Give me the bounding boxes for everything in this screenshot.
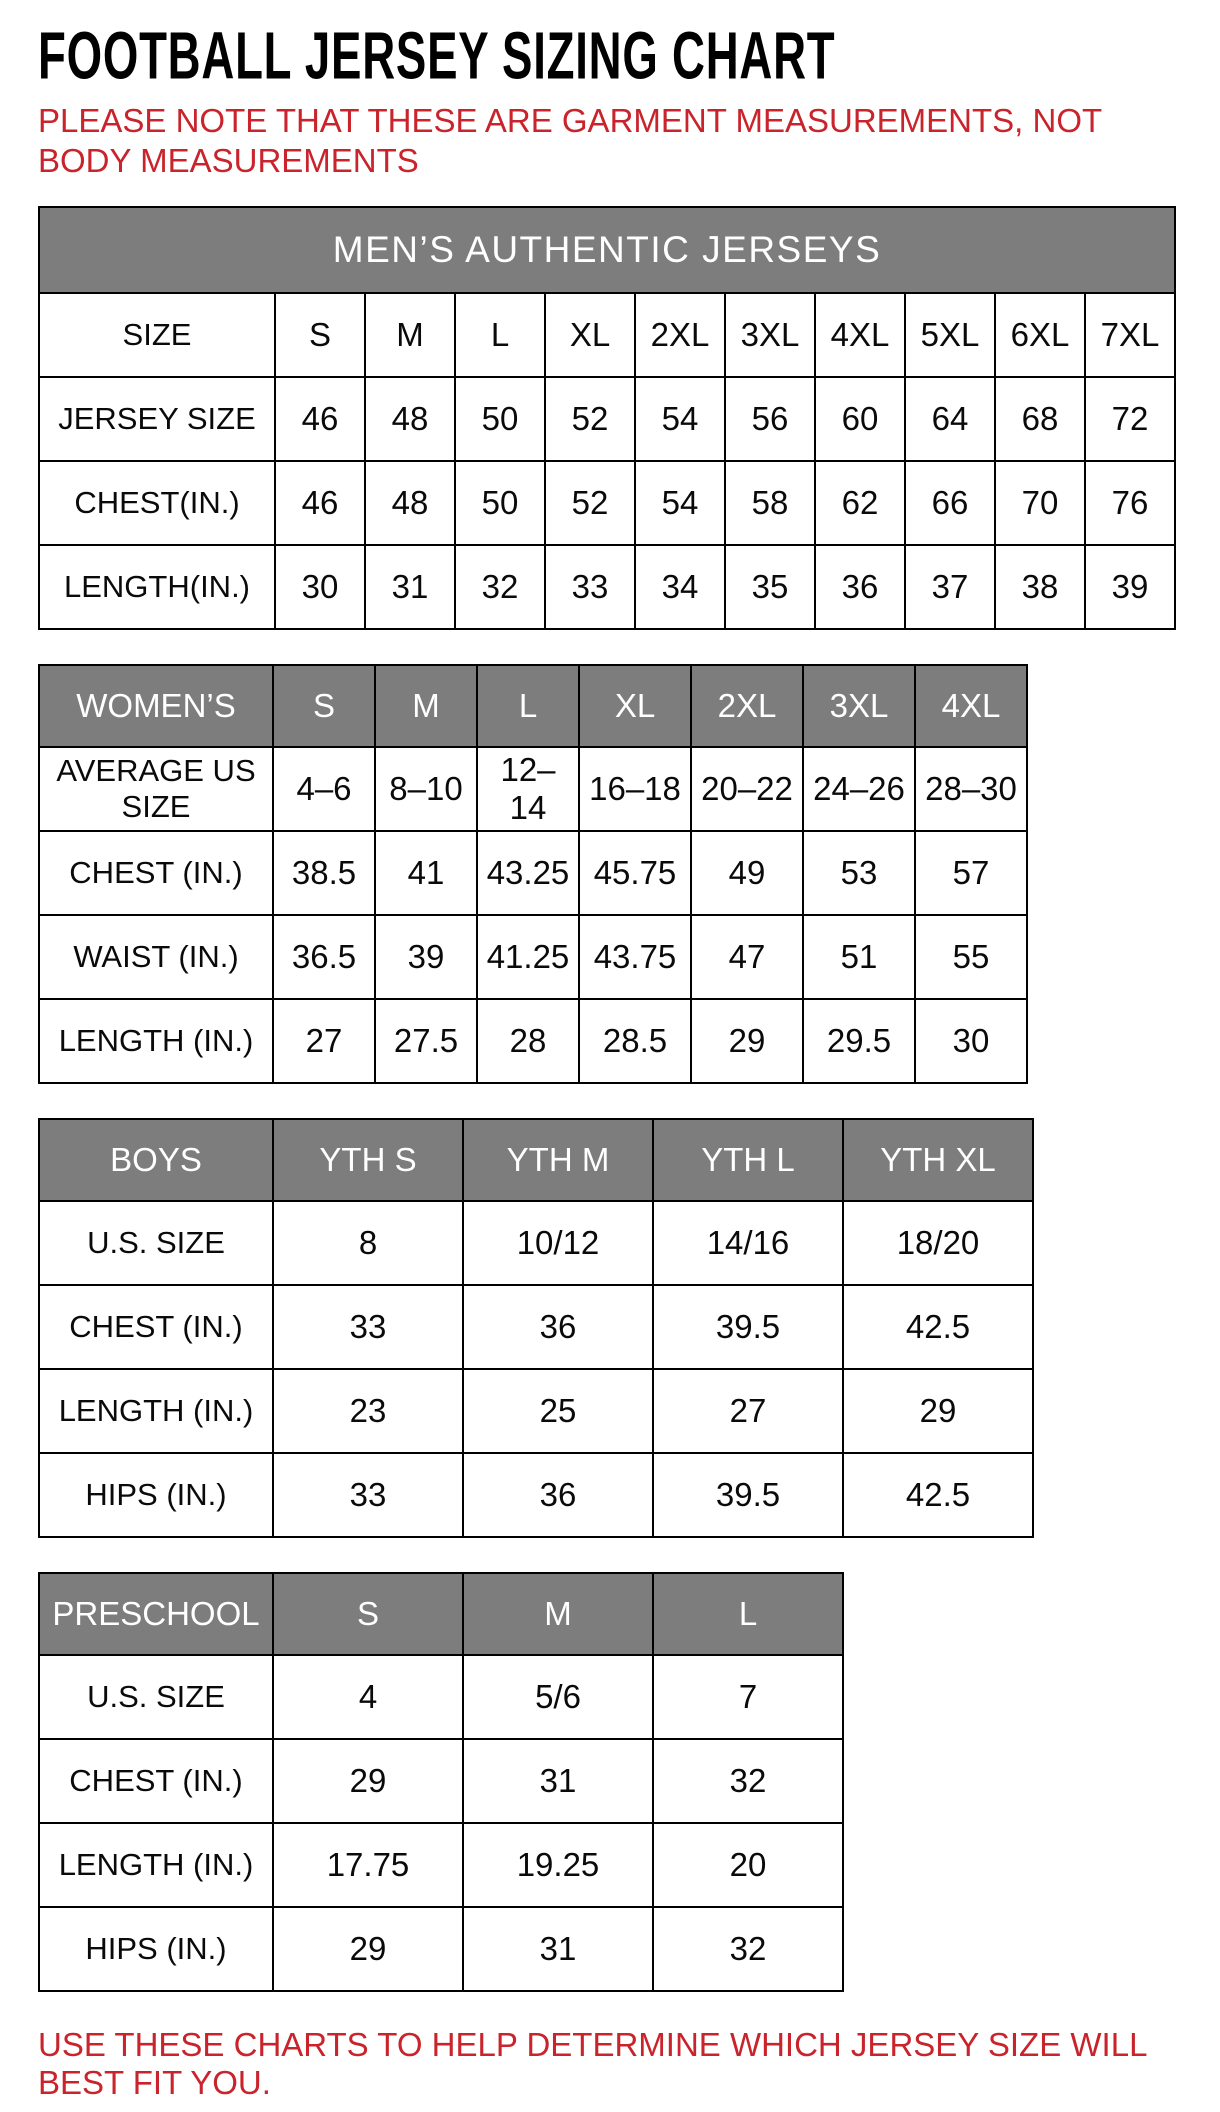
- table-row: [39, 831, 1027, 915]
- page-title: [38, 17, 1180, 94]
- value-cell: 29.5: [803, 999, 915, 1083]
- size-cell: 4XL: [815, 293, 905, 377]
- value-cell: 43.25: [477, 831, 579, 915]
- value-cell: 64: [905, 377, 995, 461]
- value-cell: 39: [1085, 545, 1175, 629]
- value-cell: 14/16: [653, 1201, 843, 1285]
- value-cell: 68: [995, 377, 1085, 461]
- size-header: YTH S: [273, 1119, 463, 1201]
- value-cell: 54: [635, 377, 725, 461]
- value-cell: 37: [905, 545, 995, 629]
- table-row: [39, 1655, 843, 1739]
- value-cell: 29: [273, 1739, 463, 1823]
- table-row: [39, 1739, 843, 1823]
- womens-table-title: WOMEN’S: [39, 665, 273, 747]
- value-cell: 35: [725, 545, 815, 629]
- value-cell: 20: [653, 1823, 843, 1907]
- row-label: CHEST(IN.): [39, 461, 275, 545]
- value-cell: 38: [995, 545, 1085, 629]
- value-cell: 4: [273, 1655, 463, 1739]
- value-cell: 43.75: [579, 915, 691, 999]
- size-header: S: [273, 1573, 463, 1655]
- value-cell: 28.5: [579, 999, 691, 1083]
- value-cell: 20–22: [691, 747, 803, 831]
- preschool-sizing-table: [38, 1572, 844, 1992]
- value-cell: 10/12: [463, 1201, 653, 1285]
- garment-measurement-note: PLEASE NOTE THAT THESE ARE GARMENT MEASUREMENTS, NOT BODY MEASUREMENTS: [38, 102, 1102, 180]
- mens-sizing-table: [38, 206, 1176, 630]
- value-cell: 49: [691, 831, 803, 915]
- value-cell: 29: [843, 1369, 1033, 1453]
- value-cell: 57: [915, 831, 1027, 915]
- value-cell: 32: [653, 1907, 843, 1991]
- value-cell: 55: [915, 915, 1027, 999]
- preschool-table-title: PRESCHOOL: [39, 1573, 273, 1655]
- value-cell: 56: [725, 377, 815, 461]
- table-row: [39, 999, 1027, 1083]
- value-cell: 18/20: [843, 1201, 1033, 1285]
- value-cell: 36: [815, 545, 905, 629]
- size-header: 2XL: [691, 665, 803, 747]
- size-header: YTH M: [463, 1119, 653, 1201]
- table-header-row: [39, 1573, 843, 1655]
- row-label: HIPS (IN.): [39, 1453, 273, 1537]
- value-cell: 4–6: [273, 747, 375, 831]
- value-cell: 58: [725, 461, 815, 545]
- value-cell: 33: [273, 1285, 463, 1369]
- value-cell: 30: [275, 545, 365, 629]
- value-cell: 8: [273, 1201, 463, 1285]
- boys-sizing-table: [38, 1118, 1034, 1538]
- table-row: [39, 1823, 843, 1907]
- size-header: M: [463, 1573, 653, 1655]
- value-cell: 23: [273, 1369, 463, 1453]
- row-label: LENGTH (IN.): [39, 1823, 273, 1907]
- value-cell: 48: [365, 461, 455, 545]
- value-cell: 54: [635, 461, 725, 545]
- size-header: 3XL: [803, 665, 915, 747]
- fit-advice-note: USE THESE CHARTS TO HELP DETERMINE WHICH JERSEY SIZE WILL BEST FIT YOU.: [38, 2025, 1147, 2101]
- size-header: YTH L: [653, 1119, 843, 1201]
- value-cell: 19.25: [463, 1823, 653, 1907]
- size-cell: S: [275, 293, 365, 377]
- value-cell: 34: [635, 545, 725, 629]
- row-label: SIZE: [39, 293, 275, 377]
- value-cell: 30: [915, 999, 1027, 1083]
- value-cell: 72: [1085, 377, 1175, 461]
- row-label: LENGTH(IN.): [39, 545, 275, 629]
- value-cell: 12–14: [477, 747, 579, 831]
- value-cell: 42.5: [843, 1453, 1033, 1537]
- value-cell: 36: [463, 1285, 653, 1369]
- table-row: [39, 377, 1175, 461]
- value-cell: 41.25: [477, 915, 579, 999]
- value-cell: 39: [375, 915, 477, 999]
- value-cell: 5/6: [463, 1655, 653, 1739]
- value-cell: 39.5: [653, 1453, 843, 1537]
- size-header: S: [273, 665, 375, 747]
- value-cell: 45.75: [579, 831, 691, 915]
- size-header: M: [375, 665, 477, 747]
- table-row: [39, 461, 1175, 545]
- value-cell: 33: [545, 545, 635, 629]
- table-row: [39, 293, 1175, 377]
- value-cell: 32: [455, 545, 545, 629]
- value-cell: 25: [463, 1369, 653, 1453]
- row-label: U.S. SIZE: [39, 1201, 273, 1285]
- value-cell: 60: [815, 377, 905, 461]
- value-cell: 24–26: [803, 747, 915, 831]
- value-cell: 36.5: [273, 915, 375, 999]
- value-cell: 38.5: [273, 831, 375, 915]
- womens-sizing-table: [38, 664, 1028, 1084]
- value-cell: 7: [653, 1655, 843, 1739]
- row-label: WAIST (IN.): [39, 915, 273, 999]
- value-cell: 46: [275, 377, 365, 461]
- row-label: LENGTH (IN.): [39, 1369, 273, 1453]
- size-header: XL: [579, 665, 691, 747]
- size-cell: 6XL: [995, 293, 1085, 377]
- value-cell: 41: [375, 831, 477, 915]
- value-cell: 33: [273, 1453, 463, 1537]
- value-cell: 53: [803, 831, 915, 915]
- size-cell: 5XL: [905, 293, 995, 377]
- mens-table-title: MEN’S AUTHENTIC JERSEYS: [39, 207, 1175, 293]
- value-cell: 47: [691, 915, 803, 999]
- value-cell: 29: [691, 999, 803, 1083]
- value-cell: 66: [905, 461, 995, 545]
- page-title-text: FOOTBALL JERSEY SIZING CHART: [38, 17, 836, 94]
- size-cell: 7XL: [1085, 293, 1175, 377]
- row-label: CHEST (IN.): [39, 1285, 273, 1369]
- row-label: JERSEY SIZE: [39, 377, 275, 461]
- size-cell: XL: [545, 293, 635, 377]
- mens-table-title-row: [39, 207, 1175, 293]
- value-cell: 52: [545, 377, 635, 461]
- row-label: LENGTH (IN.): [39, 999, 273, 1083]
- row-label: AVERAGE US SIZE: [39, 747, 273, 831]
- size-header: 4XL: [915, 665, 1027, 747]
- value-cell: 31: [365, 545, 455, 629]
- size-cell: L: [455, 293, 545, 377]
- table-header-row: [39, 1119, 1033, 1201]
- size-cell: 3XL: [725, 293, 815, 377]
- table-row: [39, 1201, 1033, 1285]
- table-row: [39, 915, 1027, 999]
- table-row: [39, 1453, 1033, 1537]
- value-cell: 76: [1085, 461, 1175, 545]
- value-cell: 27: [653, 1369, 843, 1453]
- value-cell: 27: [273, 999, 375, 1083]
- row-label: CHEST (IN.): [39, 1739, 273, 1823]
- value-cell: 16–18: [579, 747, 691, 831]
- value-cell: 62: [815, 461, 905, 545]
- table-row: [39, 1285, 1033, 1369]
- value-cell: 31: [463, 1907, 653, 1991]
- boys-table-title: BOYS: [39, 1119, 273, 1201]
- value-cell: 27.5: [375, 999, 477, 1083]
- value-cell: 32: [653, 1739, 843, 1823]
- size-header: L: [653, 1573, 843, 1655]
- value-cell: 50: [455, 461, 545, 545]
- value-cell: 8–10: [375, 747, 477, 831]
- size-cell: M: [365, 293, 455, 377]
- value-cell: 28: [477, 999, 579, 1083]
- value-cell: 51: [803, 915, 915, 999]
- size-header: YTH XL: [843, 1119, 1033, 1201]
- table-row: [39, 545, 1175, 629]
- value-cell: 50: [455, 377, 545, 461]
- row-label: HIPS (IN.): [39, 1907, 273, 1991]
- value-cell: 39.5: [653, 1285, 843, 1369]
- row-label: CHEST (IN.): [39, 831, 273, 915]
- value-cell: 36: [463, 1453, 653, 1537]
- value-cell: 52: [545, 461, 635, 545]
- value-cell: 28–30: [915, 747, 1027, 831]
- value-cell: 70: [995, 461, 1085, 545]
- row-label: U.S. SIZE: [39, 1655, 273, 1739]
- size-header: L: [477, 665, 579, 747]
- value-cell: 29: [273, 1907, 463, 1991]
- table-row: [39, 1369, 1033, 1453]
- value-cell: 31: [463, 1739, 653, 1823]
- table-row: [39, 747, 1027, 831]
- table-row: [39, 1907, 843, 1991]
- value-cell: 46: [275, 461, 365, 545]
- table-header-row: [39, 665, 1027, 747]
- size-cell: 2XL: [635, 293, 725, 377]
- value-cell: 48: [365, 377, 455, 461]
- value-cell: 42.5: [843, 1285, 1033, 1369]
- value-cell: 17.75: [273, 1823, 463, 1907]
